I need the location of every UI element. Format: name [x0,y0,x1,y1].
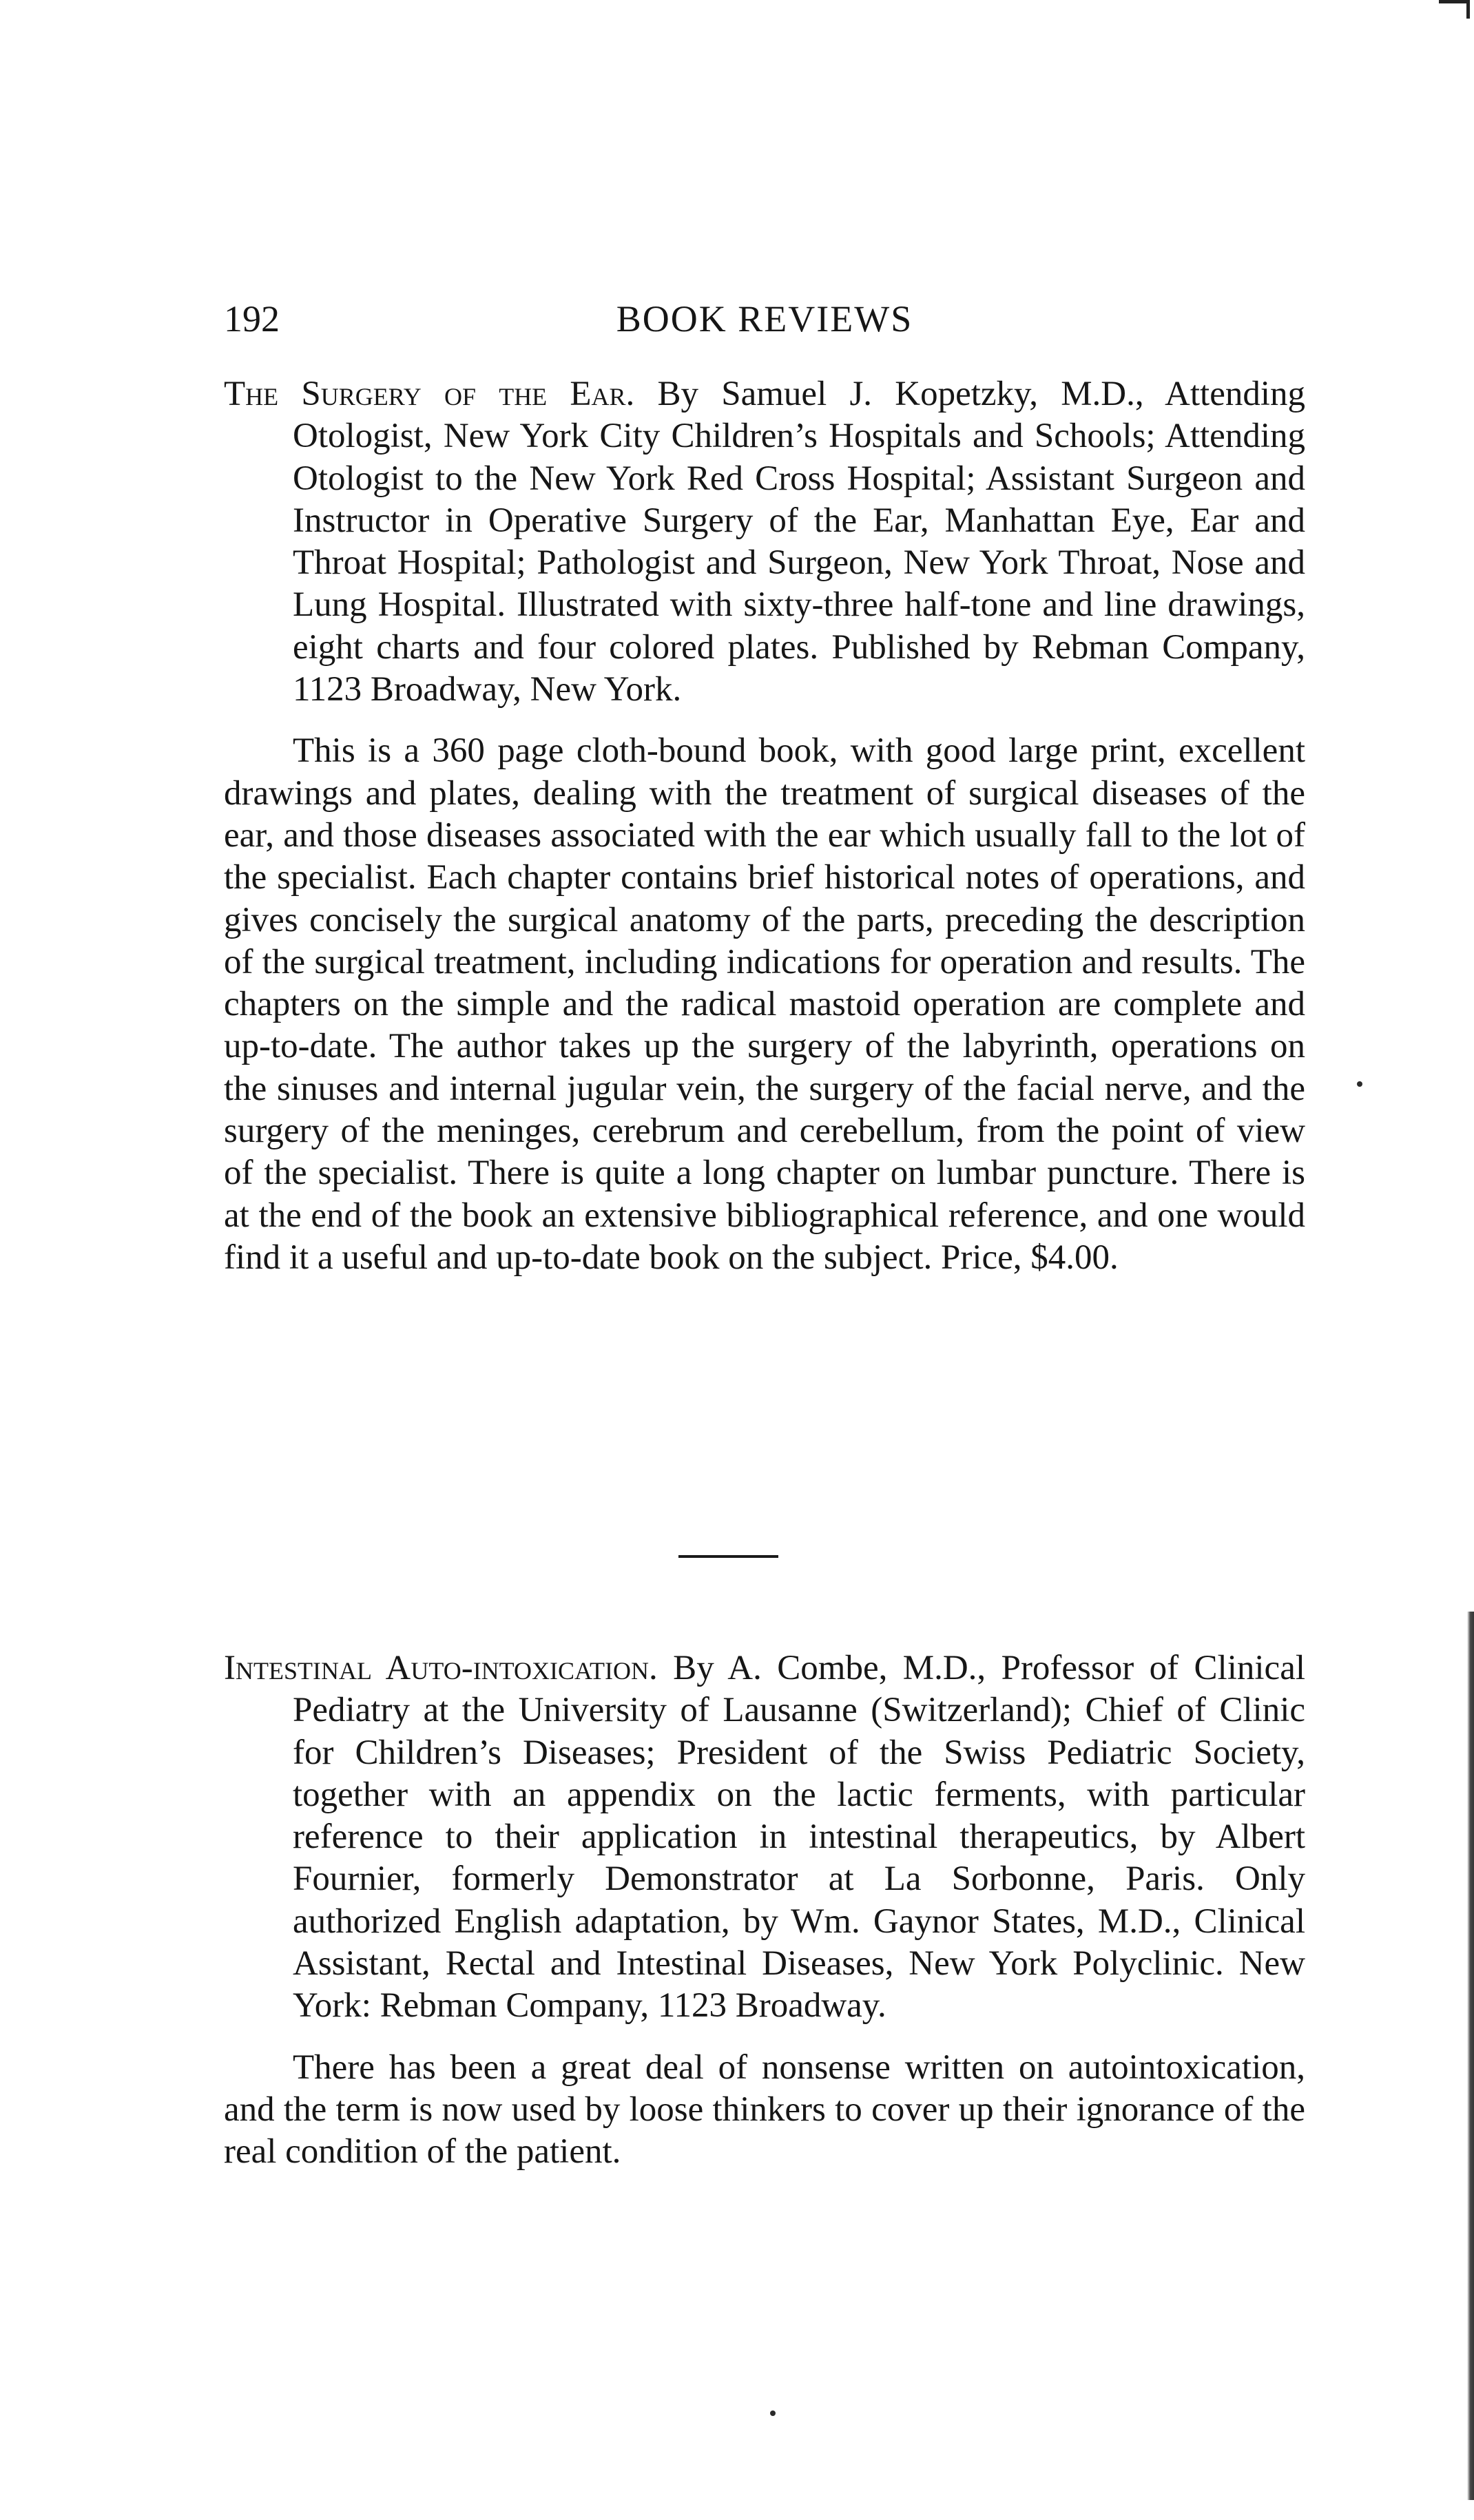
book-title: The Surgery of the Ear. [224,375,635,413]
section-divider [678,1555,778,1558]
scan-speck [1357,1081,1362,1087]
scan-binding-shadow [1467,1612,1474,2500]
scan-corner-mark [1439,0,1470,19]
scan-speck [770,2410,776,2416]
review-text: There has been a great deal of nonsense written on autointoxication, and the term is now used by loose thinkers to cover up their ignorance of the real condition of the patient. [224,2048,1305,2172]
running-head [224,298,1305,353]
bibliographic-entry [224,373,1305,711]
review-text: This is a 360 page cloth-bound book, with good large print, excellent drawings and plates, dealing with the treatment of surgical diseases of the ear, and those diseases associated with the ear which usually fall to the lot of the specialist. Each chapter contains brief historical notes of operations, and gives concisely the surgical anatomy of the parts, preceding the description of the surgical treatment, including indications for operation and results. The chapters on the simple and the radical mastoid operation are complete and up-to-date. The author takes up the surgery of the labyrinth, operations on the sinuses and internal jugular vein, the surgery of the facial nerve, and the surgery of the meninges, cerebrum and cerebellum, from the point of view of the specialist. There is quite a long chapter on lumbar puncture. There is at the end of the book an extensive bibliographical reference, and one would find it a useful and up-to-date book on the subject. Price, $4.00. [224,731,1305,1277]
review-surgery-of-the-ear [224,373,1305,1279]
page-number: 192 [224,298,280,340]
book-citation: By Samuel J. Kopetzky, M.D., Attending Otologist, New York City Children’s Hospitals and Schools; Attending Otologist to the New York Red Cross Hospital; Assistant Surgeon and Instructor in Operative Surgery of the Ear, Manhattan Eye, Ear and Throat Hospital; Pathologist and Surgeon, New York Throat, Nose and Lung Hospital. Illustrated with sixty-three half-tone and line drawings, eight charts and four colored plates. Published by Rebman Company, 1123 Broadway, New York. [293,375,1306,709]
book-citation: By A. Combe, M.D., Professor of Clinical Pediatry at the University of Lausanne (Switzerland); Chief of Clinic for Children’s Diseases; President of the Swiss Pediatric Society, together with an appendix on the lactic ferments, with particular reference to their application in intestinal therapeutics, by Albert Fournier, formerly Demonstrator at La Sorbonne, Paris. Only authorized English adaptation, by Wm. Gaynor States, M.D., Clinical Assistant, Rectal and Intestinal Diseases, New York Polyclinic. New York: Rebman Company, 1123 Broadway. [293,1649,1305,2026]
review-intestinal-auto-intoxication-block [224,1647,1305,2174]
running-title: BOOK REVIEWS [616,298,913,340]
book-title: Intestinal Auto-intoxication. [224,1649,658,1687]
bibliographic-entry [224,1647,1305,2028]
